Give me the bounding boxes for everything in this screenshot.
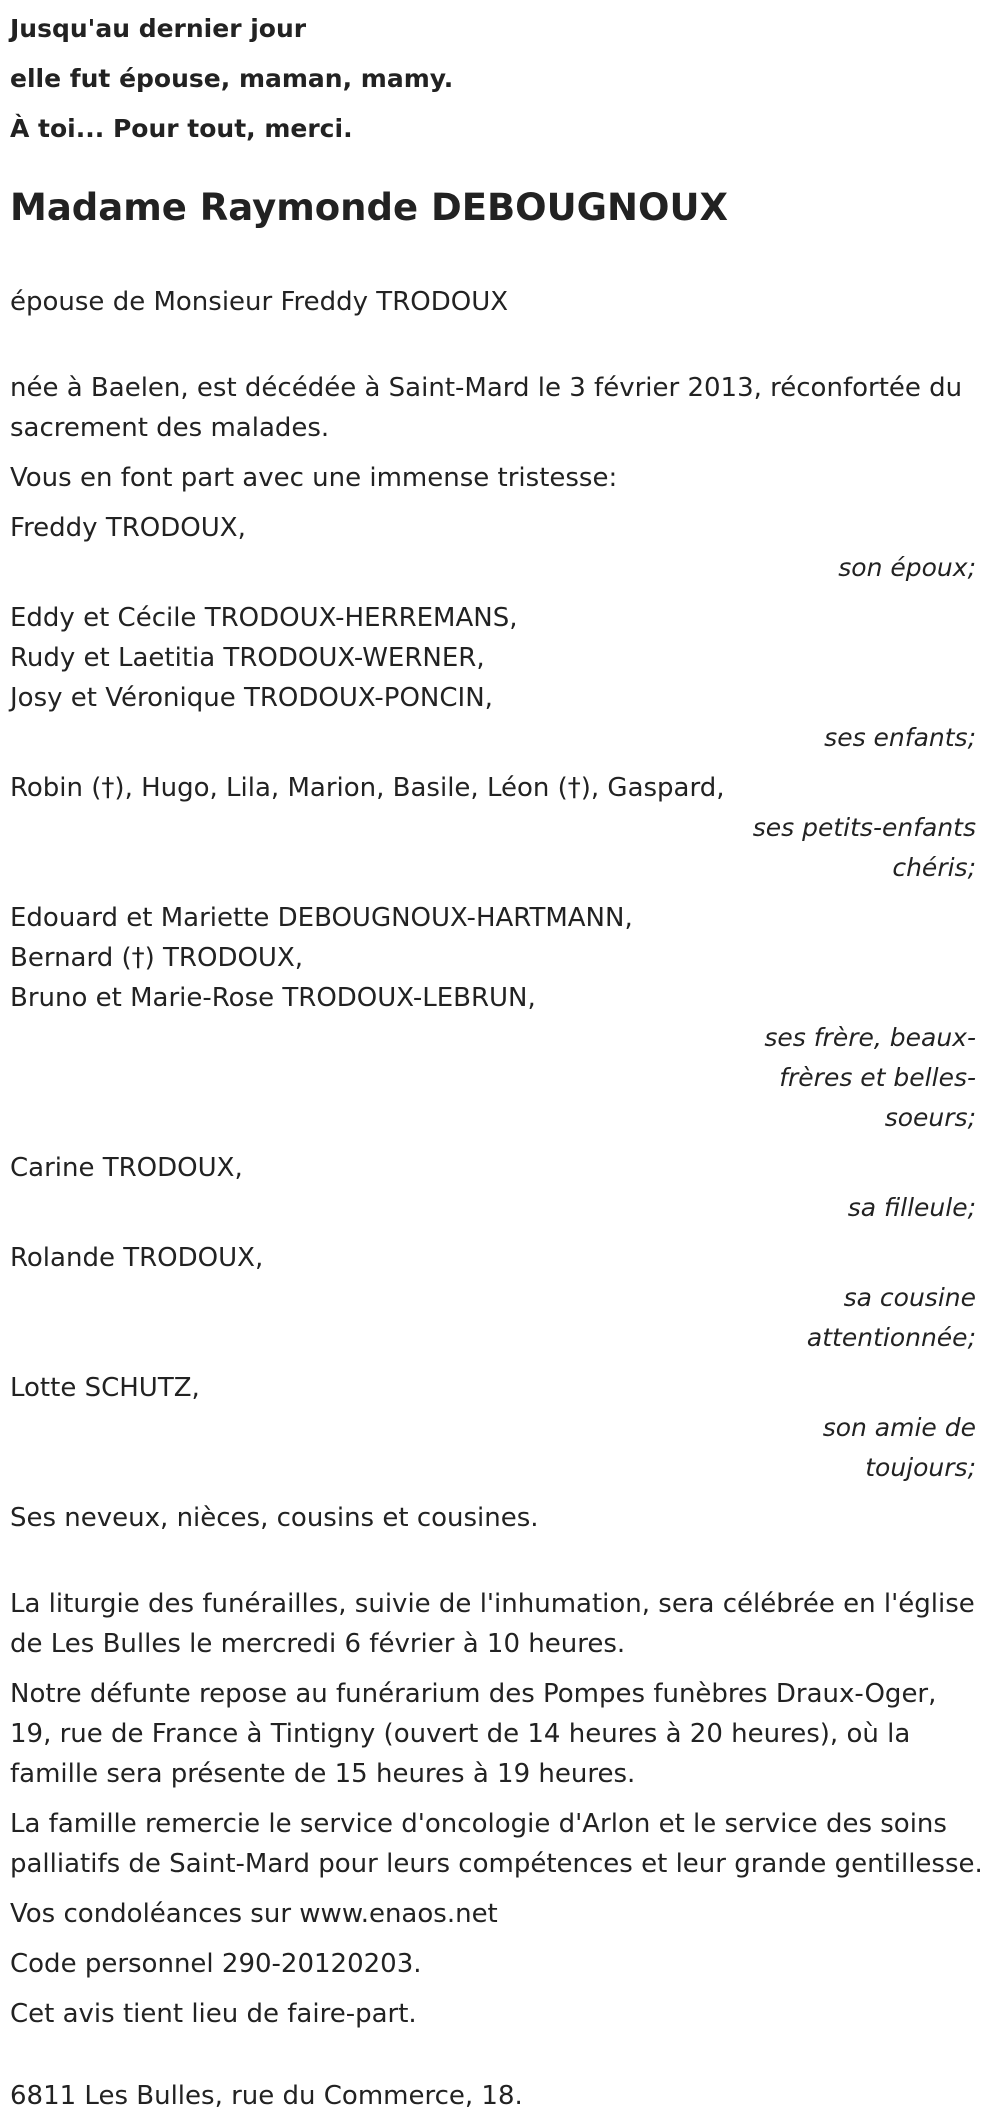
family-name: Robin (†), Hugo, Lila, Marion, Basile, Léon (†), Gaspard, xyxy=(10,773,725,803)
family-group xyxy=(10,1368,984,1488)
spouse-line: épouse de Monsieur Freddy TRODOUX xyxy=(10,287,509,317)
personal-code-line: Code personnel 290-20120203. xyxy=(10,1949,422,1979)
intro-line: À toi... Pour tout, merci. xyxy=(10,114,353,143)
family-name: Eddy et Cécile TRODOUX-HERREMANS, xyxy=(10,603,518,633)
family-group xyxy=(10,1148,984,1228)
address-line: 6811 Les Bulles, rue du Commerce, 18. xyxy=(10,2081,523,2111)
family-relation: sa cousine attentionnée; xyxy=(806,1283,976,1352)
family-relation: ses frère, beaux-frères et belles-soeurs; xyxy=(764,1023,976,1132)
family-relation: sa filleule; xyxy=(847,1193,976,1222)
family-name: Carine TRODOUX, xyxy=(10,1153,243,1183)
intro-verse xyxy=(10,4,984,154)
announcement-line: Vous en font part avec une immense tristesse: xyxy=(10,463,618,493)
funeral-paragraph: Notre défunte repose au funérarium des Pompes funèbres Draux-Oger, 19, rue de France à Tintigny (ouvert de 14 heures à 20 heures), où la famille sera présente de 15 heures à 19 heures. xyxy=(10,1679,937,1789)
family-relation: son époux; xyxy=(838,553,976,582)
family-name: Edouard et Mariette DEBOUGNOUX-HARTMANN, xyxy=(10,903,633,933)
family-name: Freddy TRODOUX, xyxy=(10,513,246,543)
intro-line: Jusqu'au dernier jour xyxy=(10,14,307,43)
funeral-paragraph: La famille remercie le service d'oncologie d'Arlon et le service des soins palliatifs de Saint-Mard pour leurs compétences et leur grande gentillesse. xyxy=(10,1809,983,1879)
deceased-name: Madame Raymonde DEBOUGNOUX xyxy=(10,186,729,229)
family-name: Lotte SCHUTZ, xyxy=(10,1373,200,1403)
family-group xyxy=(10,1238,984,1358)
family-group xyxy=(10,898,984,1138)
family-group xyxy=(10,768,984,888)
family-relation: ses petits-enfants chéris; xyxy=(752,813,976,882)
funeral-paragraph: La liturgie des funérailles, suivie de l'inhumation, sera célébrée en l'église de Les Bulles le mercredi 6 février à 10 heures. xyxy=(10,1589,975,1659)
condolences-line: Vos condoléances sur www.enaos.net xyxy=(10,1899,498,1929)
notice-line: Cet avis tient lieu de faire-part. xyxy=(10,1999,417,2029)
family-group xyxy=(10,508,984,588)
family-name: Bruno et Marie-Rose TRODOUX-LEBRUN, xyxy=(10,983,536,1013)
intro-line: elle fut épouse, maman, mamy. xyxy=(10,64,454,93)
family-name: Rudy et Laetitia TRODOUX-WERNER, xyxy=(10,643,485,673)
family-name: Bernard (†) TRODOUX, xyxy=(10,943,304,973)
family-name: Josy et Véronique TRODOUX-PONCIN, xyxy=(10,683,493,713)
family-name: Rolande TRODOUX, xyxy=(10,1243,264,1273)
birth-death-info: née à Baelen, est décédée à Saint-Mard le 3 février 2013, réconfortée du sacrement des malades. xyxy=(10,373,963,443)
extended-family-line: Ses neveux, nièces, cousins et cousines. xyxy=(10,1503,539,1533)
family-relation: ses enfants; xyxy=(824,723,976,752)
family-group xyxy=(10,598,984,758)
family-relation: son amie de toujours; xyxy=(822,1413,976,1482)
